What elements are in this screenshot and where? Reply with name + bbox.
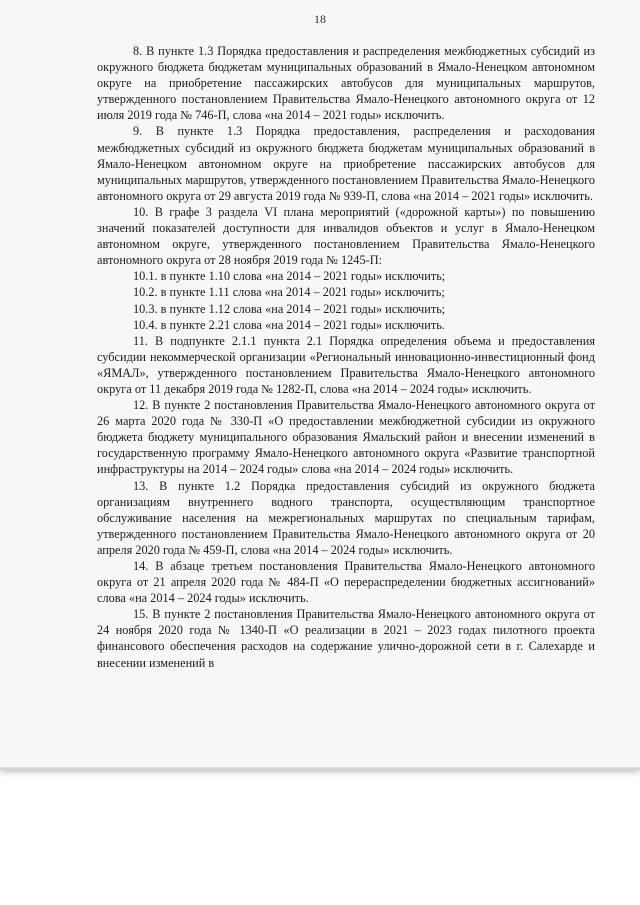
- paragraph-11: 11. В подпункте 2.1.1 пункта 2.1 Порядка определения объема и предоставления субсидии некоммерческой организации «Региональный инновационно-инвестиционный фонд «ЯМАЛ», утвержденного постановлением Правительства Ямало-Ненецкого автономного округа от 11 декабря 2019 года № 1282-П, слова «на 2014 – 2024 годы» исключить.: [97, 333, 595, 396]
- paragraph-14: 14. В абзаце третьем постановления Правительства Ямало-Ненецкого автономного округа от 21 апреля 2020 года № 484-П «О перераспределении бюджетных ассигнований» слова «на 2014 – 2024 годы» исключить.: [97, 559, 595, 606]
- paragraph-13: 13. В пункте 1.2 Порядка предоставления субсидий из окружного бюджета организациям внутреннего водного транспорта, осуществляющим транспортное обслуживание населения на межрегиональных маршрутах по специальным тарифам, утвержденного постановлением Правительства Ямало-Ненецкого автономного округа от 20 апреля 2020 года № 459-П, слова «на 2014 – 2024 годы» исключить.: [97, 478, 595, 557]
- paragraph-10-4: 10.4. в пункте 2.21 слова «на 2014 – 2021 годы» исключить.: [133, 317, 445, 332]
- paragraph-9: 9. В пункте 1.3 Порядка предоставления, распределения и расходования межбюджетных субсидий из окружного бюджета бюджетам муниципальных образований в Ямало-Ненецком автономном округе на приобретение пассажирских автобусов для муниципальных маршрутов, утвержденного постановлением Правительства Ямало-Ненецкого автономного округа от 29 августа 2019 года № 939-П, слова «на 2014 – 2021 годы» исключить.: [97, 124, 595, 203]
- paragraph-10: 10. В графе 3 раздела VI плана мероприятий («дорожной карты») по повышению значений показателей доступности для инвалидов объектов и услуг в Ямало-Ненецком автономном округе, утвержденного постановлением Правительства Ямало-Ненецкого автономного округа от 28 ноября 2019 года № 1245-П:: [97, 204, 595, 268]
- paragraph-8: 8. В пункте 1.3 Порядка предоставления и распределения межбюджетных субсидий из окружного бюджета бюджетам муниципальных образований в Ямало-Ненецком автономном округе на приобретение пассажирских автобусов для муниципальных маршрутов, утвержденного постановлением Правительства Ямало-Ненецкого автономного округа от 12 июля 2019 года № 746-П, слова «на 2014 – 2021 годы» исключить.: [97, 44, 595, 123]
- page-number: 18: [314, 12, 326, 26]
- paragraph-10-2: 10.2. в пункте 1.11 слова «на 2014 – 2021 годы» исключить;: [133, 285, 445, 300]
- paragraph-10-3: 10.3. в пункте 1.12 слова «на 2014 – 2021 годы» исключить;: [133, 301, 446, 316]
- paragraph-12: 12. В пункте 2 постановления Правительства Ямало-Ненецкого автономного округа от 26 марта 2020 года № 330-П «О предоставлении межбюджетной субсидии из окружного бюджета бюджету муниципального образования Ямальский район и внесении изменений в государственную программу Ямало-Ненецкого автономного округа «Развитие транспортной инфраструктуры на 2014 – 2024 годы» слова «на 2014 – 2024 годы» исключить.: [97, 398, 595, 477]
- document-body: [97, 43, 595, 671]
- paragraph-10-1: 10.1. в пункте 1.10 слова «на 2014 – 2021 годы» исключить;: [133, 269, 446, 284]
- paragraph-15: 15. В пункте 2 постановления Правительства Ямало-Ненецкого автономного округа от 24 ноября 2020 года № 1340-П «О реализации в 2021 – 2023 годах пилотного проекта финансового обеспечения расходов на содержание улично-дорожной сети в г. Салехарде и внесении изменений в: [97, 607, 595, 670]
